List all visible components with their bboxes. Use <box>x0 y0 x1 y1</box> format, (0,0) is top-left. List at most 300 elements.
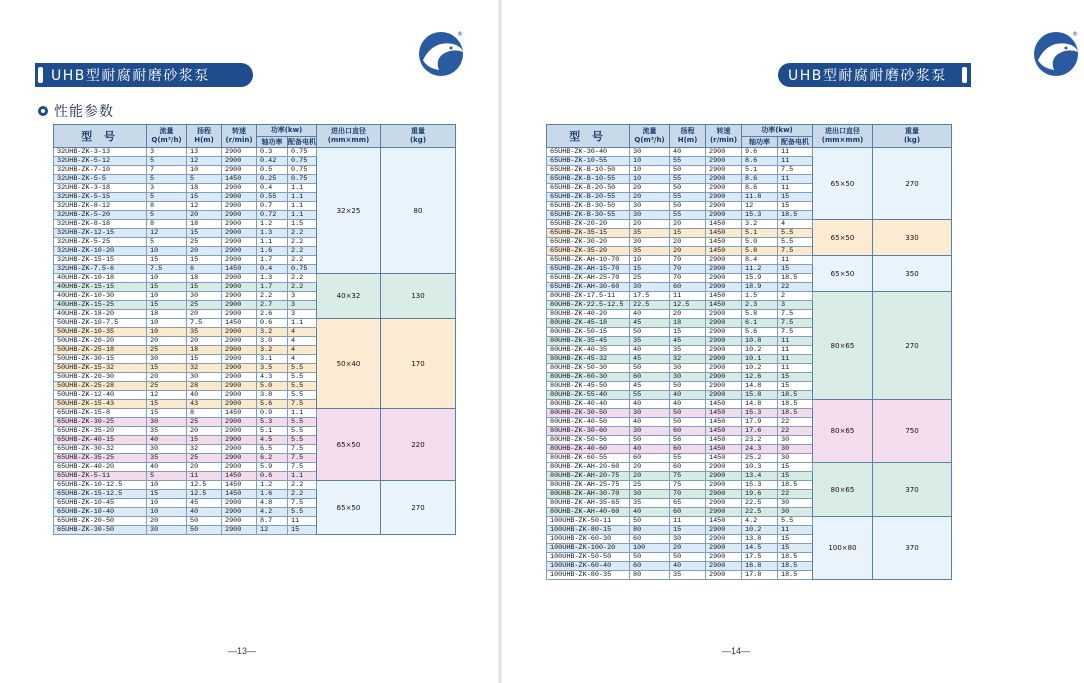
cell-speed: 2900 <box>706 184 742 193</box>
cell-flow: 10 <box>147 274 187 283</box>
cell-weight: 750 <box>873 400 952 463</box>
cell-head: 20 <box>187 247 222 256</box>
cell-speed: 1450 <box>706 247 742 256</box>
cell-shaft-power: 1.7 <box>257 283 288 292</box>
cell-speed: 2900 <box>222 337 257 346</box>
cell-weight: 370 <box>873 463 952 517</box>
cell-shaft-power: 3.8 <box>257 391 288 400</box>
cell-diameter: 65×50 <box>813 220 873 256</box>
cell-motor: 0.75 <box>288 166 317 175</box>
cell-shaft-power: 12.6 <box>742 373 778 382</box>
cell-speed: 2900 <box>222 355 257 364</box>
cell-motor: 4 <box>778 220 813 229</box>
cell-motor: 0.75 <box>288 157 317 166</box>
cell-shaft-power: 9.6 <box>742 148 778 157</box>
cell-motor: 5.5 <box>288 418 317 427</box>
cell-diameter: 80×65 <box>813 400 873 463</box>
cell-shaft-power: 8.6 <box>742 175 778 184</box>
cell-model: 65UHB-ZK-35-20 <box>54 427 147 436</box>
cell-flow: 15 <box>147 409 187 418</box>
cell-motor: 3 <box>288 310 317 319</box>
header-model: 型 号 <box>547 125 630 148</box>
cell-motor: 4 <box>288 346 317 355</box>
cell-speed: 2900 <box>706 373 742 382</box>
cell-speed: 2900 <box>706 544 742 553</box>
cell-speed: 2900 <box>706 463 742 472</box>
cell-flow: 15 <box>630 265 670 274</box>
cell-motor: 5.5 <box>288 391 317 400</box>
cell-model: 100UHB-ZK-80-35 <box>547 571 630 580</box>
cell-motor: 15 <box>778 193 813 202</box>
cell-model: 80UHB-ZK-60-30 <box>547 373 630 382</box>
cell-model: 50UHB-ZK-15-32 <box>54 364 147 373</box>
cell-speed: 2900 <box>706 157 742 166</box>
cell-motor: 1.1 <box>288 319 317 328</box>
cell-motor: 11 <box>778 355 813 364</box>
cell-flow: 20 <box>630 463 670 472</box>
cell-motor: 7.5 <box>288 400 317 409</box>
cell-flow: 20 <box>630 184 670 193</box>
cell-shaft-power: 8.4 <box>742 256 778 265</box>
cell-model: 80UHB-ZK-45-32 <box>547 355 630 364</box>
cell-model: 65UHB-ZK-B-10-55 <box>547 175 630 184</box>
cell-model: 65UHB-ZK-B-20-50 <box>547 184 630 193</box>
cell-flow: 10 <box>147 481 187 490</box>
header-model: 型 号 <box>54 125 147 148</box>
cell-shaft-power: 2.3 <box>742 301 778 310</box>
cell-shaft-power: 10.8 <box>742 337 778 346</box>
cell-speed: 2900 <box>706 274 742 283</box>
cell-weight: 350 <box>873 256 952 292</box>
cell-flow: 15 <box>147 400 187 409</box>
cell-flow: 8 <box>147 220 187 229</box>
cell-speed: 2900 <box>222 373 257 382</box>
cell-flow: 5 <box>147 193 187 202</box>
cell-shaft-power: 5.0 <box>257 382 288 391</box>
cell-shaft-power: 10.2 <box>742 364 778 373</box>
cell-speed: 2900 <box>222 454 257 463</box>
cell-head: 25 <box>187 238 222 247</box>
header-head: 扬程 H(m) <box>670 125 706 148</box>
cell-motor: 5.5 <box>778 238 813 247</box>
cell-shaft-power: 0.3 <box>257 148 288 157</box>
section-title: 性能参数 <box>54 104 114 120</box>
cell-shaft-power: 15.8 <box>742 391 778 400</box>
cell-flow: 35 <box>630 247 670 256</box>
cell-motor: 1.1 <box>288 193 317 202</box>
cell-flow: 10 <box>630 256 670 265</box>
cell-model: 32UHB-ZK-3-18 <box>54 184 147 193</box>
cell-shaft-power: 0.7 <box>257 202 288 211</box>
cell-shaft-power: 15.9 <box>742 274 778 283</box>
cell-head: 15 <box>670 229 706 238</box>
cell-flow: 50 <box>630 517 670 526</box>
cell-shaft-power: 11.8 <box>742 193 778 202</box>
cell-model: 65UHB-ZK-B-10-50 <box>547 166 630 175</box>
cell-model: 40UHB-ZK-15-25 <box>54 301 147 310</box>
cell-model: 65UHB-ZK-AH-15-70 <box>547 265 630 274</box>
cell-motor: 18.5 <box>778 553 813 562</box>
cell-shaft-power: 4.2 <box>257 508 288 517</box>
cell-speed: 1450 <box>222 409 257 418</box>
cell-head: 50 <box>670 382 706 391</box>
cell-flow: 30 <box>630 148 670 157</box>
cell-speed: 1450 <box>706 301 742 310</box>
cell-head: 65 <box>670 499 706 508</box>
cell-head: 55 <box>670 175 706 184</box>
cell-head: 32 <box>187 364 222 373</box>
cell-model: 32UHB-ZK-5-12 <box>54 157 147 166</box>
cell-shaft-power: 5.9 <box>257 463 288 472</box>
cell-head: 25 <box>187 418 222 427</box>
cell-model: 100UHB-ZK-60-30 <box>547 535 630 544</box>
cell-motor: 5.5 <box>288 382 317 391</box>
cell-flow: 60 <box>630 562 670 571</box>
cell-shaft-power: 0.42 <box>257 157 288 166</box>
cell-shaft-power: 10.3 <box>742 463 778 472</box>
cell-speed: 2900 <box>706 481 742 490</box>
cell-head: 18 <box>670 319 706 328</box>
cell-flow: 35 <box>630 229 670 238</box>
cell-model: 80UHB-ZK-AH-30-70 <box>547 490 630 499</box>
cell-head: 60 <box>670 508 706 517</box>
cell-flow: 50 <box>630 364 670 373</box>
cell-motor: 30 <box>778 499 813 508</box>
cell-speed: 1450 <box>706 220 742 229</box>
cell-speed: 2900 <box>222 229 257 238</box>
cell-flow: 5 <box>147 175 187 184</box>
cell-speed: 2900 <box>706 166 742 175</box>
cell-flow: 3 <box>147 148 187 157</box>
cell-shaft-power: 5.1 <box>742 229 778 238</box>
cell-motor: 4 <box>288 337 317 346</box>
cell-head: 15 <box>187 193 222 202</box>
cell-speed: 2900 <box>706 499 742 508</box>
cell-flow: 60 <box>630 535 670 544</box>
cell-shaft-power: 3.0 <box>257 337 288 346</box>
cell-speed: 2900 <box>706 571 742 580</box>
cell-speed: 2900 <box>222 400 257 409</box>
cell-motor: 7.5 <box>288 463 317 472</box>
header-speed: 转速 (r/min) <box>222 125 257 148</box>
cell-flow: 5 <box>147 472 187 481</box>
cell-head: 20 <box>187 427 222 436</box>
table-row <box>54 409 456 418</box>
cell-motor: 3 <box>778 301 813 310</box>
cell-motor: 11 <box>778 157 813 166</box>
cell-head: 30 <box>187 292 222 301</box>
cell-head: 50 <box>187 517 222 526</box>
cell-flow: 15 <box>147 364 187 373</box>
cell-model: 65UHB-ZK-20-50 <box>54 517 147 526</box>
cell-model: 80UHB-ZK-50-30 <box>547 364 630 373</box>
cell-speed: 2900 <box>706 256 742 265</box>
cell-head: 50 <box>670 202 706 211</box>
cell-head: 60 <box>670 463 706 472</box>
cell-shaft-power: 3.2 <box>742 220 778 229</box>
cell-weight: 270 <box>381 481 456 535</box>
cell-shaft-power: 19.6 <box>742 490 778 499</box>
cell-flow: 30 <box>630 283 670 292</box>
section-heading <box>38 101 114 121</box>
cell-speed: 2900 <box>706 535 742 544</box>
cell-head: 12 <box>187 202 222 211</box>
cell-flow: 7 <box>147 166 187 175</box>
cell-speed: 2900 <box>706 265 742 274</box>
cell-model: 65UHB-ZK-10-55 <box>547 157 630 166</box>
cell-head: 5 <box>187 175 222 184</box>
cell-head: 55 <box>670 157 706 166</box>
performance-table-right <box>546 124 952 580</box>
cell-speed: 2900 <box>706 319 742 328</box>
cell-model: 32UHB-ZK-12-15 <box>54 229 147 238</box>
cell-model: 80UHB-ZK-50-15 <box>547 328 630 337</box>
cell-speed: 2900 <box>222 292 257 301</box>
cell-flow: 20 <box>147 517 187 526</box>
cell-speed: 2900 <box>706 562 742 571</box>
cell-shaft-power: 13.8 <box>742 535 778 544</box>
cell-model: 65UHB-ZK-15-8 <box>54 409 147 418</box>
cell-head: 8 <box>187 409 222 418</box>
cell-motor: 2.2 <box>288 229 317 238</box>
cell-model: 32UHB-ZK-5-15 <box>54 193 147 202</box>
cell-model: 65UHB-ZK-10-12.5 <box>54 481 147 490</box>
cell-speed: 1450 <box>222 472 257 481</box>
cell-flow: 5 <box>147 157 187 166</box>
cell-flow: 7.5 <box>147 265 187 274</box>
header-diameter: 进出口直径 (mm×mm) <box>813 125 873 148</box>
cell-shaft-power: 8.6 <box>742 157 778 166</box>
cell-head: 12 <box>187 157 222 166</box>
cell-model: 65UHB-ZK-30-32 <box>54 445 147 454</box>
cell-head: 40 <box>670 400 706 409</box>
cell-speed: 1450 <box>222 319 257 328</box>
cell-head: 20 <box>670 310 706 319</box>
cell-flow: 18 <box>147 310 187 319</box>
cell-motor: 5.5 <box>778 517 813 526</box>
cell-flow: 30 <box>630 427 670 436</box>
cell-shaft-power: 5.1 <box>257 427 288 436</box>
cell-shaft-power: 22.5 <box>742 499 778 508</box>
cell-speed: 1450 <box>222 490 257 499</box>
cell-shaft-power: 5.8 <box>742 247 778 256</box>
cell-speed: 2900 <box>222 157 257 166</box>
cell-weight: 330 <box>873 220 952 256</box>
cell-weight: 170 <box>381 319 456 409</box>
cell-model: 32UHB-ZK-10-20 <box>54 247 147 256</box>
cell-head: 11 <box>187 472 222 481</box>
cell-shaft-power: 0.25 <box>257 175 288 184</box>
cell-model: 80UHB-ZK-40-60 <box>547 445 630 454</box>
cell-shaft-power: 25.2 <box>742 454 778 463</box>
cell-head: 32 <box>187 445 222 454</box>
cell-shaft-power: 15.3 <box>742 481 778 490</box>
cell-shaft-power: 5.8 <box>742 310 778 319</box>
cell-flow: 45 <box>630 382 670 391</box>
cell-shaft-power: 4.3 <box>257 373 288 382</box>
cell-motor: 5.5 <box>288 373 317 382</box>
cell-flow: 100 <box>630 544 670 553</box>
cell-flow: 10 <box>630 175 670 184</box>
cell-shaft-power: 10.2 <box>742 346 778 355</box>
cell-shaft-power: 0.4 <box>257 265 288 274</box>
cell-shaft-power: 6.2 <box>257 454 288 463</box>
cell-flow: 10 <box>147 319 187 328</box>
cell-shaft-power: 14.8 <box>742 400 778 409</box>
page-number: —14— <box>722 646 751 656</box>
cell-motor: 11 <box>778 337 813 346</box>
cell-shaft-power: 23.2 <box>742 436 778 445</box>
cell-shaft-power: 3.1 <box>257 355 288 364</box>
cell-motor: 1.1 <box>288 202 317 211</box>
cell-head: 7.5 <box>187 319 222 328</box>
cell-shaft-power: 1.3 <box>257 274 288 283</box>
cell-head: 28 <box>187 382 222 391</box>
cell-flow: 25 <box>147 382 187 391</box>
cell-shaft-power: 0.6 <box>257 472 288 481</box>
cell-motor: 15 <box>778 265 813 274</box>
cell-motor: 1.1 <box>288 211 317 220</box>
cell-flow: 45 <box>630 355 670 364</box>
cell-diameter: 40×32 <box>317 274 381 319</box>
cell-flow: 50 <box>630 553 670 562</box>
cell-head: 35 <box>187 328 222 337</box>
cell-head: 20 <box>670 238 706 247</box>
header-motor: 配备电机 <box>778 137 813 148</box>
cell-motor: 2.2 <box>288 481 317 490</box>
cell-flow: 40 <box>630 346 670 355</box>
cell-motor: 11 <box>778 184 813 193</box>
cell-speed: 2900 <box>222 427 257 436</box>
cell-diameter: 50×40 <box>317 319 381 409</box>
dolphin-logo-icon <box>413 26 469 82</box>
cell-motor: 5.5 <box>778 229 813 238</box>
cell-diameter: 65×50 <box>317 481 381 535</box>
cell-shaft-power: 0.6 <box>257 319 288 328</box>
cell-flow: 40 <box>147 436 187 445</box>
cell-head: 60 <box>670 427 706 436</box>
cell-model: 80UHB-ZK-45-18 <box>547 319 630 328</box>
cell-weight: 370 <box>873 517 952 580</box>
cell-weight: 270 <box>873 292 952 400</box>
cell-flow: 30 <box>630 409 670 418</box>
cell-motor: 2.2 <box>288 274 317 283</box>
cell-shaft-power: 2.7 <box>257 301 288 310</box>
cell-motor: 11 <box>778 148 813 157</box>
cell-model: 65UHB-ZK-30-50 <box>54 526 147 535</box>
cell-shaft-power: 1.6 <box>257 247 288 256</box>
cell-flow: 30 <box>630 490 670 499</box>
cell-motor: 30 <box>778 436 813 445</box>
cell-shaft-power: 1.2 <box>257 220 288 229</box>
cell-speed: 2900 <box>222 346 257 355</box>
cell-motor: 15 <box>778 202 813 211</box>
cell-motor: 11 <box>778 346 813 355</box>
cell-flow: 30 <box>147 526 187 535</box>
cell-shaft-power: 14.5 <box>742 544 778 553</box>
cell-motor: 30 <box>778 445 813 454</box>
cell-flow: 80 <box>630 526 670 535</box>
cell-shaft-power: 16.8 <box>742 562 778 571</box>
cell-flow: 20 <box>630 472 670 481</box>
cell-motor: 7.5 <box>288 499 317 508</box>
cell-flow: 35 <box>630 499 670 508</box>
cell-flow: 12 <box>147 229 187 238</box>
cell-speed: 2900 <box>706 346 742 355</box>
cell-head: 18 <box>187 184 222 193</box>
cell-shaft-power: 0.55 <box>257 193 288 202</box>
cell-motor: 7.5 <box>778 310 813 319</box>
cell-head: 30 <box>670 535 706 544</box>
cell-flow: 20 <box>630 220 670 229</box>
cell-motor: 30 <box>778 508 813 517</box>
cell-model: 65UHB-ZK-30-20 <box>547 238 630 247</box>
cell-model: 80UHB-ZK-40-50 <box>547 418 630 427</box>
cell-model: 80UHB-ZK-AH-25-75 <box>547 481 630 490</box>
cell-flow: 55 <box>630 391 670 400</box>
cell-motor: 15 <box>778 382 813 391</box>
cell-head: 18 <box>187 346 222 355</box>
cell-model: 50UHB-ZK-10-35 <box>54 328 147 337</box>
cell-motor: 30 <box>778 454 813 463</box>
cell-head: 56 <box>670 436 706 445</box>
cell-head: 20 <box>670 247 706 256</box>
cell-model: 80UHB-ZK-AH-35-65 <box>547 499 630 508</box>
cell-shaft-power: 5.0 <box>742 238 778 247</box>
cell-flow: 8 <box>147 202 187 211</box>
cell-head: 40 <box>187 508 222 517</box>
cell-flow: 22.5 <box>630 301 670 310</box>
cell-flow: 45 <box>630 319 670 328</box>
cell-speed: 1450 <box>706 445 742 454</box>
cell-flow: 40 <box>630 445 670 454</box>
cell-head: 12.5 <box>187 481 222 490</box>
cell-shaft-power: 0.72 <box>257 211 288 220</box>
cell-head: 70 <box>670 265 706 274</box>
cell-head: 25 <box>187 301 222 310</box>
banner-title: UHB型耐腐耐磨砂浆泵 <box>51 68 210 84</box>
cell-speed: 2900 <box>222 418 257 427</box>
cell-speed: 1450 <box>706 418 742 427</box>
cell-shaft-power: 12 <box>742 202 778 211</box>
cell-model: 32UHB-ZK-5-20 <box>54 211 147 220</box>
cell-flow: 10 <box>147 328 187 337</box>
cell-motor: 11 <box>778 526 813 535</box>
cell-speed: 1450 <box>706 292 742 301</box>
cell-speed: 2900 <box>222 445 257 454</box>
cell-speed: 1450 <box>706 517 742 526</box>
cell-model: 40UHB-ZK-18-20 <box>54 310 147 319</box>
cell-flow: 30 <box>147 355 187 364</box>
cell-model: 50UHB-ZK-20-20 <box>54 337 147 346</box>
cell-model: 80UHB-ZK-40-35 <box>547 346 630 355</box>
cell-motor: 1.1 <box>288 409 317 418</box>
cell-shaft-power: 5.6 <box>742 328 778 337</box>
cell-head: 50 <box>670 184 706 193</box>
cell-motor: 15 <box>778 373 813 382</box>
cell-flow: 30 <box>630 238 670 247</box>
header-shaft-power: 轴功率 <box>742 137 778 148</box>
cell-model: 65UHB-ZK-AH-30-60 <box>547 283 630 292</box>
cell-motor: 7.5 <box>778 328 813 337</box>
cell-motor: 18.5 <box>778 274 813 283</box>
header-weight: 重量 (kg) <box>381 125 456 148</box>
cell-speed: 2900 <box>222 463 257 472</box>
cell-model: 32UHB-ZK-15-15 <box>54 256 147 265</box>
cell-model: 65UHB-ZK-B-30-50 <box>547 202 630 211</box>
cell-speed: 2900 <box>706 283 742 292</box>
cell-model: 65UHB-ZK-B-20-55 <box>547 193 630 202</box>
